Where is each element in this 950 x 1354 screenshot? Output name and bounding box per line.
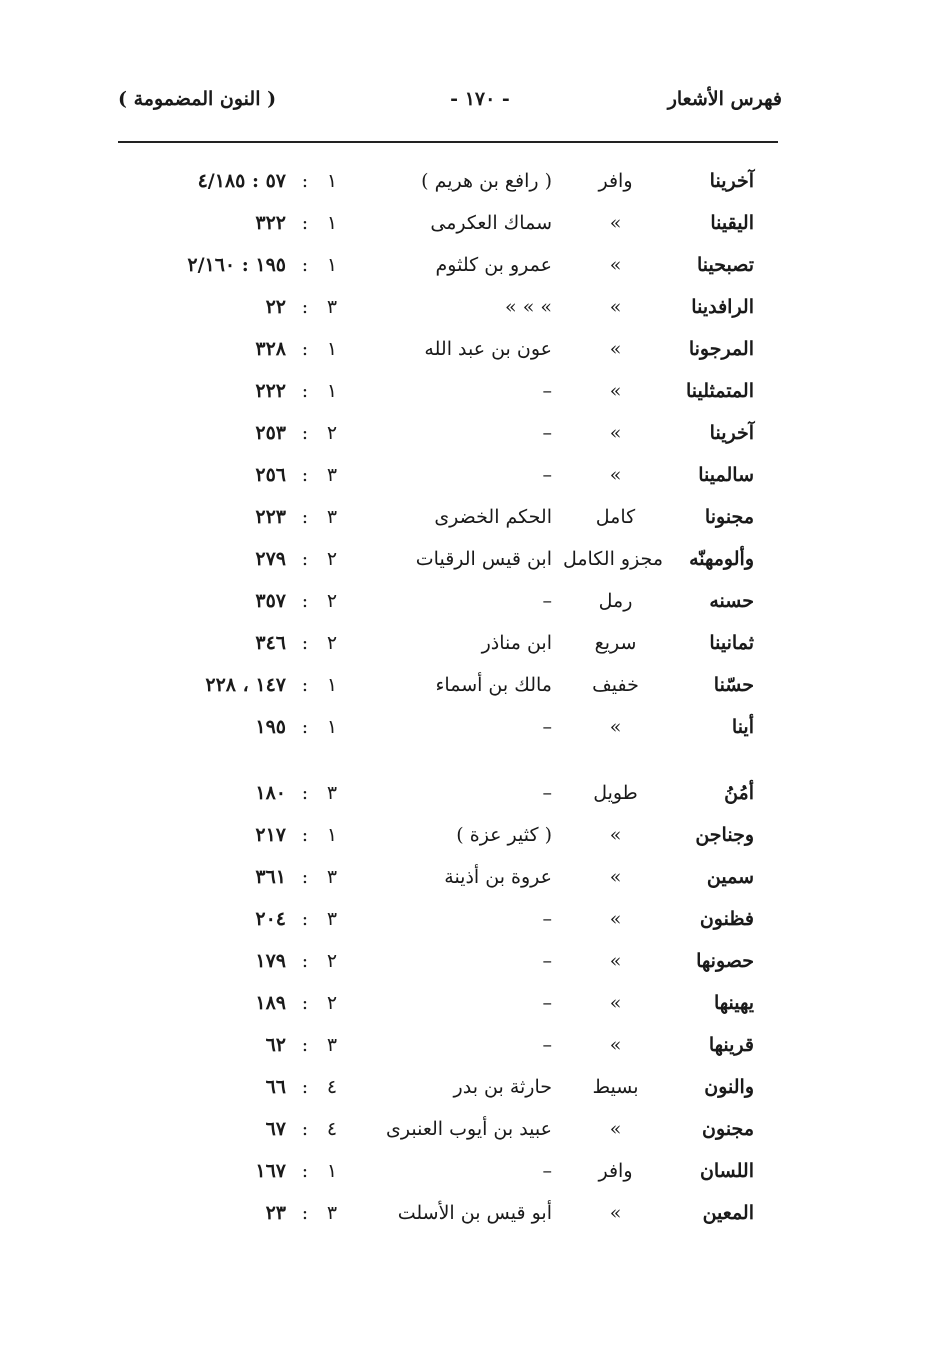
verse-count: ٣ bbox=[326, 464, 338, 486]
page-reference: ٥٧ : ٤/١٨٥ bbox=[197, 170, 286, 192]
meter-name: » bbox=[609, 950, 622, 972]
verse-count: ١ bbox=[326, 212, 338, 234]
verse-count: ٢ bbox=[326, 422, 338, 444]
separator-colon: : bbox=[301, 1160, 309, 1182]
poet-name: – bbox=[542, 464, 552, 486]
index-word: تصبحينا bbox=[696, 254, 754, 276]
separator-colon: : bbox=[301, 212, 309, 234]
index-word: حسنه bbox=[709, 590, 754, 612]
separator-colon: : bbox=[301, 1076, 309, 1098]
meter-name: مجزو الكامل bbox=[562, 548, 663, 570]
page-reference: ٢٢٣ bbox=[255, 506, 286, 528]
page-header bbox=[0, 84, 950, 118]
page-reference: ٦٦ bbox=[265, 1076, 286, 1098]
table-row bbox=[0, 857, 950, 897]
index-word: المتمثلينا bbox=[685, 380, 754, 402]
index-word: أمُنُ bbox=[724, 782, 754, 804]
meter-name: » bbox=[609, 1202, 622, 1224]
poet-name: » » » bbox=[505, 296, 552, 318]
table-row bbox=[0, 245, 950, 285]
meter-name: » bbox=[609, 716, 622, 738]
table-row bbox=[0, 899, 950, 939]
poet-name: – bbox=[542, 590, 552, 612]
index-word: أينا bbox=[731, 716, 754, 738]
separator-colon: : bbox=[301, 1118, 309, 1140]
table-row bbox=[0, 983, 950, 1023]
page-reference: ٦٧ bbox=[265, 1118, 286, 1140]
page-reference: ٢٢ bbox=[265, 296, 286, 318]
page-reference: ٣٢٢ bbox=[255, 212, 286, 234]
page-reference: ٦٢ bbox=[265, 1034, 286, 1056]
separator-colon: : bbox=[301, 782, 309, 804]
meter-name: خفيف bbox=[592, 674, 639, 696]
poet-name: ابن مناذر bbox=[481, 632, 552, 654]
poet-name: أبو قيس بن الأسلت bbox=[397, 1202, 552, 1224]
meter-name: » bbox=[609, 422, 622, 444]
meter-name: » bbox=[609, 1118, 622, 1140]
poet-name: الحكم الخضرى bbox=[434, 506, 552, 528]
table-row bbox=[0, 371, 950, 411]
poet-name: حارثة بن بدر bbox=[453, 1076, 552, 1098]
table-row bbox=[0, 413, 950, 453]
page-reference: ١٨٩ bbox=[255, 992, 286, 1014]
index-word: فظنون bbox=[699, 908, 754, 930]
page-reference: ١٧٩ bbox=[255, 950, 286, 972]
verse-count: ٢ bbox=[326, 590, 338, 612]
page-reference: ٣٢٨ bbox=[255, 338, 286, 360]
index-word: قرينها bbox=[708, 1034, 754, 1056]
separator-colon: : bbox=[301, 1034, 309, 1056]
separator-colon: : bbox=[301, 464, 309, 486]
poet-name: – bbox=[542, 908, 552, 930]
poet-name: – bbox=[542, 992, 552, 1014]
verse-count: ٢ bbox=[326, 548, 338, 570]
table-row bbox=[0, 1067, 950, 1107]
table-row bbox=[0, 1025, 950, 1065]
page-reference: ٣٦١ bbox=[255, 866, 286, 888]
table-row bbox=[0, 287, 950, 327]
table-row bbox=[0, 1109, 950, 1149]
meter-name: وافر bbox=[598, 1160, 633, 1182]
separator-colon: : bbox=[301, 716, 309, 738]
separator-colon: : bbox=[301, 674, 309, 696]
verse-count: ٣ bbox=[326, 1034, 338, 1056]
table-row bbox=[0, 623, 950, 663]
verse-count: ٣ bbox=[326, 782, 338, 804]
meter-name: » bbox=[609, 908, 622, 930]
poet-name: – bbox=[542, 1160, 552, 1182]
meter-name: » bbox=[609, 866, 622, 888]
poet-name: – bbox=[542, 380, 552, 402]
index-word: يهينها bbox=[713, 992, 754, 1014]
section-title: ( النون المضمومة ) bbox=[118, 88, 277, 110]
index-word: المرجونا bbox=[688, 338, 754, 360]
separator-colon: : bbox=[301, 1202, 309, 1224]
page-number: - ١٧٠ - bbox=[450, 88, 510, 110]
table-row bbox=[0, 203, 950, 243]
table-row bbox=[0, 161, 950, 201]
index-word: ثمانينا bbox=[709, 632, 754, 654]
page-reference: ١٨٠ bbox=[255, 782, 286, 804]
page-reference: ١٩٥ bbox=[255, 716, 286, 738]
verse-count: ١ bbox=[326, 1160, 338, 1182]
page-reference: ٢٧٩ bbox=[255, 548, 286, 570]
separator-colon: : bbox=[301, 908, 309, 930]
table-row bbox=[0, 1193, 950, 1233]
table-row bbox=[0, 329, 950, 369]
page-reference: ٣٥٧ bbox=[255, 590, 286, 612]
meter-name: » bbox=[609, 992, 622, 1014]
verse-count: ١ bbox=[326, 380, 338, 402]
meter-name: » bbox=[609, 212, 622, 234]
separator-colon: : bbox=[301, 866, 309, 888]
table-row bbox=[0, 539, 950, 579]
verse-count: ٣ bbox=[326, 1202, 338, 1224]
poet-name: ابن قيس الرقيات bbox=[415, 548, 552, 570]
separator-colon: : bbox=[301, 590, 309, 612]
table-row bbox=[0, 581, 950, 621]
index-word: الرافدينا bbox=[691, 296, 754, 318]
separator-colon: : bbox=[301, 170, 309, 192]
separator-colon: : bbox=[301, 992, 309, 1014]
table-row bbox=[0, 707, 950, 747]
verse-count: ١ bbox=[326, 170, 338, 192]
meter-name: سريع bbox=[594, 632, 637, 654]
verse-count: ٢ bbox=[326, 992, 338, 1014]
meter-name: بسيط bbox=[592, 1076, 639, 1098]
index-word: آخرينا bbox=[709, 170, 754, 192]
meter-name: » bbox=[609, 296, 622, 318]
page-reference: ١٤٧ ، ٢٢٨ bbox=[205, 674, 286, 696]
table-row bbox=[0, 815, 950, 855]
verse-count: ١ bbox=[326, 824, 338, 846]
page-reference: ٢٠٤ bbox=[255, 908, 286, 930]
page-reference: ٢٣ bbox=[265, 1202, 286, 1224]
meter-name: » bbox=[609, 824, 622, 846]
index-word: اليقينا bbox=[710, 212, 754, 234]
separator-colon: : bbox=[301, 506, 309, 528]
index-word: مجنون bbox=[702, 1118, 754, 1140]
verse-count: ٣ bbox=[326, 296, 338, 318]
index-word: حسّنا bbox=[713, 674, 754, 696]
meter-name: » bbox=[609, 254, 622, 276]
page-reference: ٣٤٦ bbox=[255, 632, 286, 654]
index-word: سالمينا bbox=[698, 464, 754, 486]
verse-count: ١ bbox=[326, 674, 338, 696]
separator-colon: : bbox=[301, 296, 309, 318]
poet-name: ( كثير عزة ) bbox=[456, 824, 552, 846]
verse-count: ٣ bbox=[326, 506, 338, 528]
index-word: وألومهنّه bbox=[689, 548, 754, 570]
verse-count: ٣ bbox=[326, 908, 338, 930]
poet-name: عروة بن أذينة bbox=[444, 866, 552, 888]
meter-name: » bbox=[609, 464, 622, 486]
index-word: آخرينا bbox=[709, 422, 754, 444]
table-row bbox=[0, 455, 950, 495]
separator-colon: : bbox=[301, 422, 309, 444]
separator-colon: : bbox=[301, 380, 309, 402]
index-word: سمين bbox=[706, 866, 754, 888]
header-divider bbox=[118, 141, 778, 143]
table-row bbox=[0, 773, 950, 813]
index-word: المعين bbox=[702, 1202, 754, 1224]
separator-colon: : bbox=[301, 950, 309, 972]
poet-name: عمرو بن كلثوم bbox=[435, 254, 552, 276]
separator-colon: : bbox=[301, 824, 309, 846]
verse-count: ٢ bbox=[326, 632, 338, 654]
meter-name: طويل bbox=[593, 782, 638, 804]
poet-name: – bbox=[542, 1034, 552, 1056]
separator-colon: : bbox=[301, 338, 309, 360]
separator-colon: : bbox=[301, 548, 309, 570]
page-reference: ٢٢٢ bbox=[255, 380, 286, 402]
page-reference: ١٩٥ : ٢/١٦٠ bbox=[187, 254, 286, 276]
poet-name: ( رافع بن هريم ) bbox=[421, 170, 552, 192]
verse-count: ١ bbox=[326, 254, 338, 276]
separator-colon: : bbox=[301, 632, 309, 654]
verse-count: ٤ bbox=[326, 1076, 338, 1098]
page-reference: ٢٥٦ bbox=[255, 464, 286, 486]
poet-name: عبيد بن أيوب العنبرى bbox=[386, 1118, 552, 1140]
index-word: مجنونا bbox=[704, 506, 754, 528]
meter-name: » bbox=[609, 380, 622, 402]
index-word: حصونها bbox=[696, 950, 754, 972]
meter-name: » bbox=[609, 1034, 622, 1056]
index-word: والنون bbox=[704, 1076, 754, 1098]
separator-colon: : bbox=[301, 254, 309, 276]
poet-name: – bbox=[542, 422, 552, 444]
verse-count: ١ bbox=[326, 716, 338, 738]
table-row bbox=[0, 497, 950, 537]
meter-name: رمل bbox=[598, 590, 633, 612]
verse-count: ١ bbox=[326, 338, 338, 360]
index-title: فهرس الأشعار bbox=[667, 88, 782, 110]
index-word: وجناجن bbox=[695, 824, 754, 846]
index-word: اللسان bbox=[699, 1160, 754, 1182]
page-reference: ٢٥٣ bbox=[255, 422, 286, 444]
table-row bbox=[0, 1151, 950, 1191]
poet-name: – bbox=[542, 782, 552, 804]
meter-name: » bbox=[609, 338, 622, 360]
page-reference: ١٦٧ bbox=[255, 1160, 286, 1182]
verse-count: ٤ bbox=[326, 1118, 338, 1140]
poet-name: – bbox=[542, 716, 552, 738]
page-reference: ٢١٧ bbox=[255, 824, 286, 846]
table-row bbox=[0, 941, 950, 981]
poet-name: عون بن عبد الله bbox=[424, 338, 552, 360]
meter-name: كامل bbox=[595, 506, 636, 528]
poet-name: مالك بن أسماء bbox=[435, 674, 552, 696]
verse-count: ٢ bbox=[326, 950, 338, 972]
poet-name: – bbox=[542, 950, 552, 972]
verse-count: ٣ bbox=[326, 866, 338, 888]
meter-name: وافر bbox=[598, 170, 633, 192]
table-row bbox=[0, 665, 950, 705]
poet-name: سماك العكرمى bbox=[430, 212, 552, 234]
